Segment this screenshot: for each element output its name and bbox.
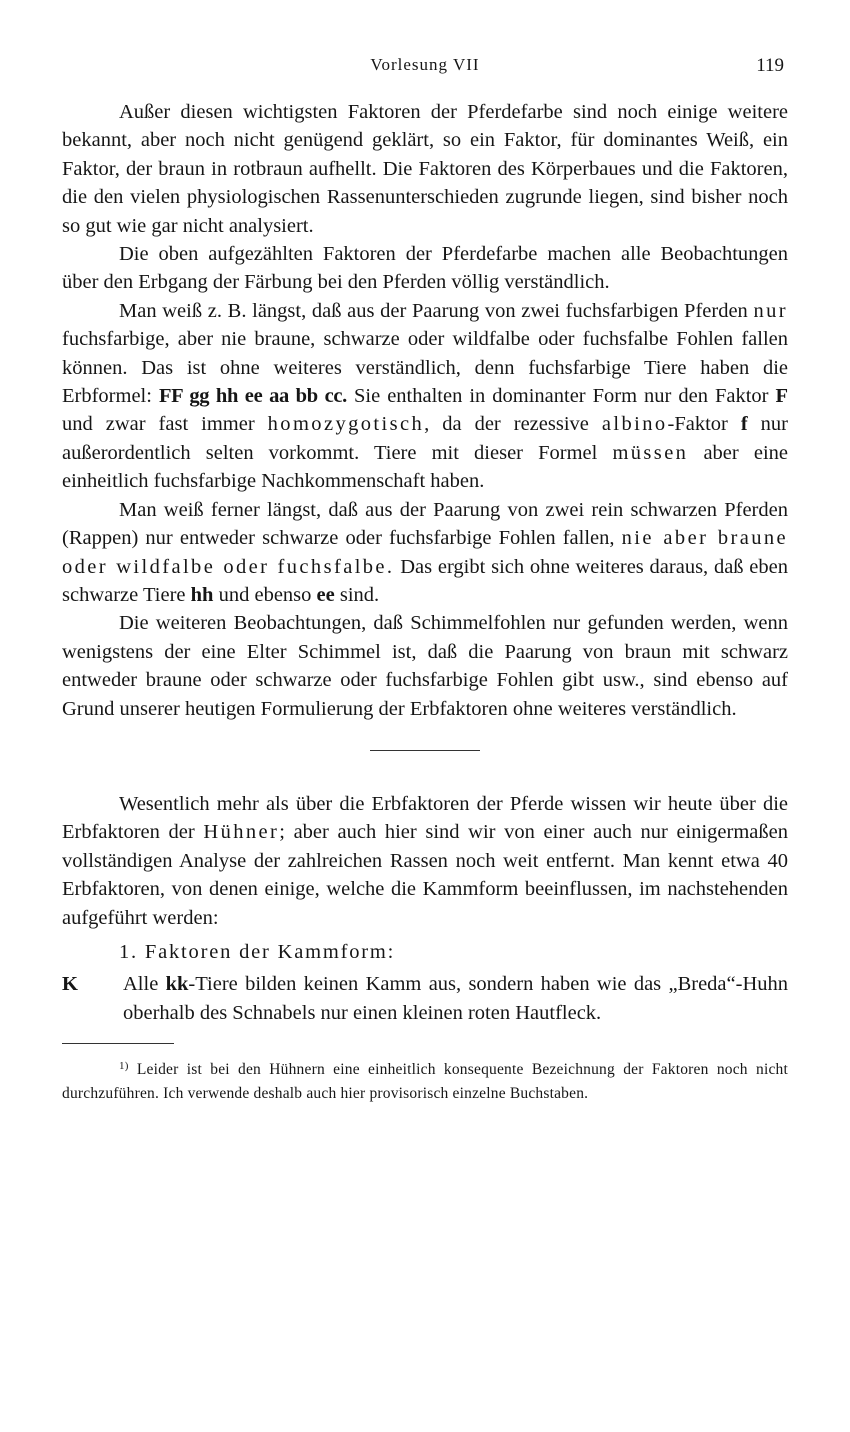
factor-symbol-hh: hh [190, 583, 214, 606]
footnote-text: Leider ist bei den Hühnern eine einheitlich konsequente Bezeichnung der Faktoren noch nicht durchzuführen. Ich verwende deshalb auch hier provisorisch einzelne Buchstaben. [62, 1061, 788, 1103]
text-run: Sie enthalten in dominanter Form nur den Faktor [347, 385, 776, 408]
paragraph-other-factors: Außer diesen wichtigsten Faktoren der Pferdefarbe sind noch einige weitere bekannt, aber noch nicht genügend geklärt, so ein Faktor, für dominantes Weiß, ein Faktor, der braun in rotbraun aufhellt. Die Faktoren des Körperbaues und die Faktoren, die den vielen physiologischen Rassenunterschieden zugrunde liegen, sind bisher noch so gut wie gar nicht analysiert. [62, 101, 788, 237]
spaced-emphasis: homozygotisch [267, 413, 425, 436]
factor-symbol-f: f [740, 413, 748, 436]
text-run: aber eine einheitlich fuchsfarbige Nachkommenschaft haben. [62, 441, 788, 493]
factor-symbol-kk: kk [165, 973, 189, 996]
genetic-formula: FF gg hh ee aa bb cc. [158, 385, 348, 408]
text-run: , da der rezessive [424, 413, 602, 436]
footnote-mark: 1) [119, 1060, 129, 1073]
text-run: ; aber auch hier sind wir von einer auch nur einigermaßen vollständigen Analyse der zahlreichen Rassen noch weit entfernt. Man kennt etwa 40 Erbfaktoren, von denen einige, welche die Kammform beeinflussen, im nachstehenden aufgeführt werden: [62, 821, 788, 929]
factor-description [123, 970, 788, 1027]
paragraph-chicken-factors [62, 790, 788, 932]
paragraph-black-horses [62, 496, 788, 610]
spaced-emphasis: müssen [612, 441, 689, 464]
text-run: und zwar fast immer [62, 413, 268, 436]
spaced-emphasis: nur [753, 299, 788, 322]
factor-entry-K [62, 970, 788, 1027]
text-run: sind. [334, 583, 380, 606]
text-run: nur außerordentlich selten vorkommt. Tiere mit dieser Formel [62, 413, 788, 464]
paragraph-chestnut-horses [62, 297, 788, 496]
paragraph-observations: Die oben aufgezählten Faktoren der Pferdefarbe machen alle Beobachtungen über den Erbgang der Färbung bei den Pferden völlig verständlich. [62, 243, 788, 294]
text-run: -Tiere bilden keinen Kamm aus, sondern haben wie das „Breda“-Huhn oberhalb des Schnabels nur einen kleinen roten Hautfleck. [123, 973, 789, 1024]
footnote [62, 1054, 788, 1106]
book-page [62, 0, 788, 1432]
page-number: 119 [756, 55, 784, 76]
spaced-emphasis: albino [601, 413, 668, 436]
factor-symbol-K: K [62, 973, 78, 996]
text-run: -Faktor [667, 413, 741, 436]
factor-symbol-F: F [775, 385, 788, 408]
section-divider [370, 750, 480, 751]
factor-symbol-ee: ee [316, 583, 335, 606]
spaced-emphasis: nie aber braune oder wildfalbe oder fuchsfalbe. [62, 527, 788, 578]
body-text [62, 98, 788, 1106]
footnote-rule [62, 1043, 174, 1044]
text-run: fuchsfarbige, aber nie braune, schwarze oder wildfalbe oder fuchsfalbe Fohlen fallen können. Das ist ohne weiteres verständlich, denn fuchsfarbige Tiere haben die Erbformel: [62, 328, 788, 408]
running-title: Vorlesung VII [370, 55, 480, 74]
text-run: Alle [123, 973, 166, 996]
page-header [62, 55, 788, 81]
paragraph-further-observations: Die weiteren Beobachtungen, daß Schimmelfohlen nur gefunden werden, wenn wenigstens der eine Elter Schimmel ist, daß die Paarung von braun mit schwarz entweder braune oder schwarze oder fuchsfarbige Fohlen gibt usw., sind ebenso auf Grund unserer heutigen Formulierung der Erbfaktoren ohne weiteres verständlich. [62, 612, 788, 720]
text-run: Wesentlich mehr als über die Erbfaktoren der Pferde wissen wir heute über die Erbfaktoren der [62, 792, 788, 844]
text-run: Man weiß z. B. längst, daß aus der Paarung von zwei fuchsfarbigen Pferden [119, 299, 754, 322]
section-heading: 1. Faktoren der Kammform: [119, 940, 396, 963]
text-run: Man weiß ferner längst, daß aus der Paarung von zwei rein schwarzen Pferden (Rappen) nur entweder schwarze oder fuchsfarbige Fohlen fallen, [62, 498, 788, 550]
spaced-emphasis: Hühner [203, 821, 280, 844]
text-run: Das ergibt sich ohne weiteres daraus, daß eben schwarze Tiere [62, 555, 789, 606]
text-run: und ebenso [213, 583, 317, 606]
